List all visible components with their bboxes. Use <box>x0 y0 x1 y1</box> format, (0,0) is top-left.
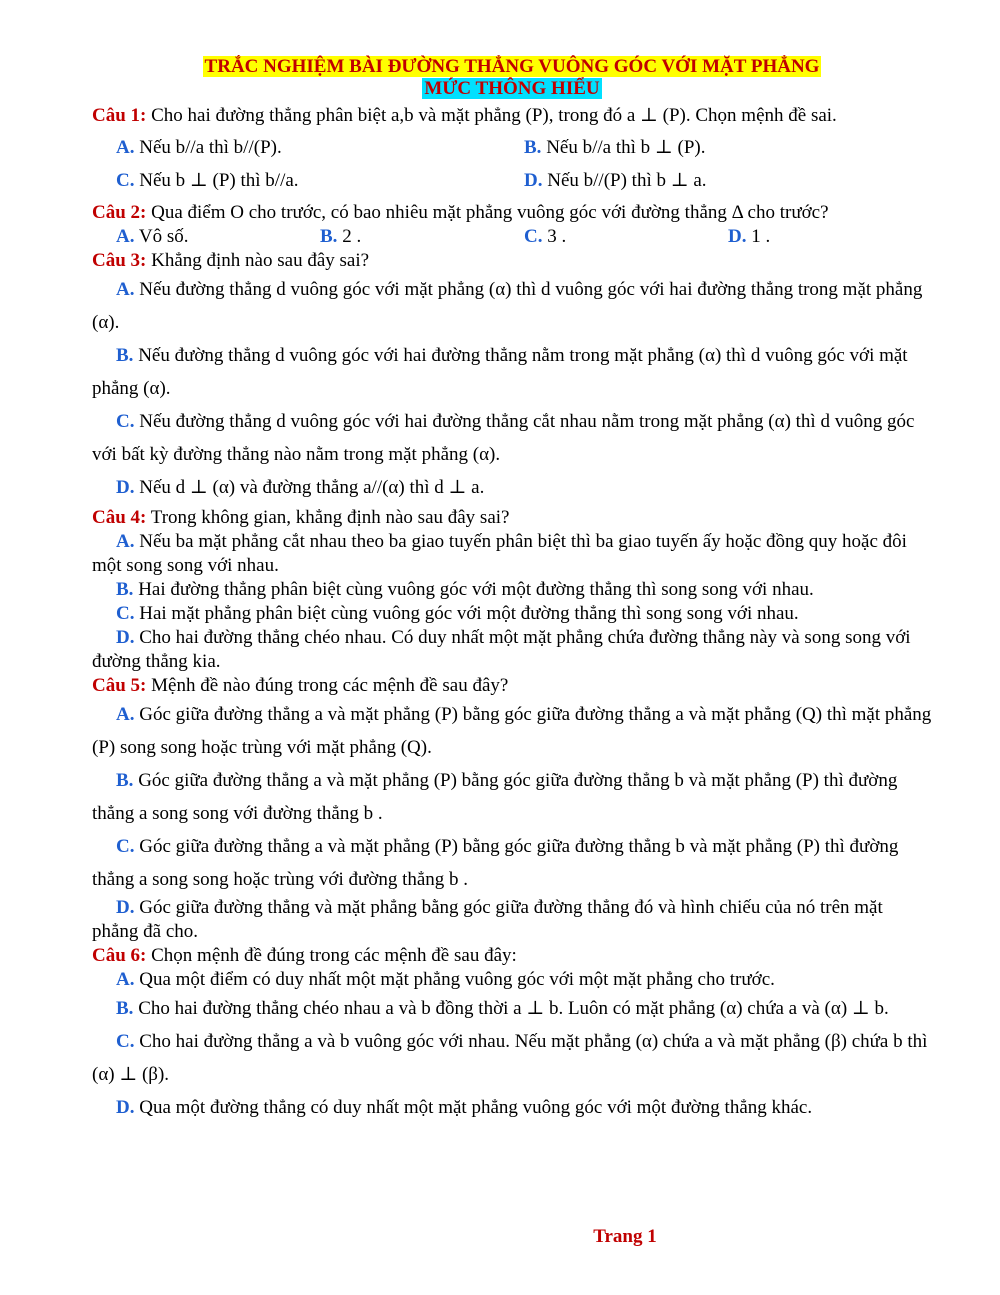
option-c: C. Hai mặt phẳng phân biệt cùng vuông góc với một đường thẳng thì song song với nhau. <box>116 603 799 624</box>
question-3: Câu 3: Khẳng định nào sau đây sai? <box>92 250 370 271</box>
option-a: A. Góc giữa đường thẳng a và mặt phẳng (P) bằng góc giữa đường thẳng a và mặt phẳng (Q) thì mặt phẳng (P) song song hoặc trùng với mặt phẳng (Q). <box>92 704 932 758</box>
option-c: C. Nếu đường thẳng d vuông góc với hai đường thẳng cắt nhau nằm trong mặt phẳng (α) thì d vuông góc với bất kỳ đường thẳng nào nằm trong mặt phẳng (α). <box>92 411 915 465</box>
page-number: Trang 1 <box>593 1226 657 1247</box>
option-b: B. Nếu b//a thì b ⊥ (P). <box>524 137 706 158</box>
title-line-1: TRẮC NGHIỆM BÀI ĐƯỜNG THẲNG VUÔNG GÓC VỚI MẶT PHẲNG <box>204 56 820 77</box>
option-c: C. Cho hai đường thẳng a và b vuông góc với nhau. Nếu mặt phẳng (α) chứa a và mặt phẳng (β) chứa b thì (α) ⊥ (β). <box>92 1031 928 1085</box>
option-b: B. Cho hai đường thẳng chéo nhau a và b đồng thời a ⊥ b. Luôn có mặt phẳng (α) chứa a và (α) ⊥ b. <box>116 998 889 1019</box>
option-c: C. 3 . <box>524 226 567 247</box>
question-1-options-cd <box>92 164 932 197</box>
question-stem: Qua điểm O cho trước, có bao nhiêu mặt phẳng vuông góc với đường thẳng Δ cho trước? <box>151 202 829 223</box>
title-line-2: MỨC THÔNG HIỂU <box>424 78 600 99</box>
option-b: B. Hai đường thẳng phân biệt cùng vuông góc với một đường thẳng thì song song với nhau. <box>116 579 814 600</box>
option-a: A. Nếu đường thẳng d vuông góc với mặt phẳng (α) thì d vuông góc với hai đường thẳng trong mặt phẳng (α). <box>92 279 923 333</box>
option-d: D. Nếu d ⊥ (α) và đường thẳng a//(α) thì d ⊥ a. <box>116 477 485 498</box>
option-a: A. Nếu b//a thì b//(P). <box>116 137 282 158</box>
document-title <box>92 56 932 100</box>
question-2-options <box>92 225 932 249</box>
question-stem: Khẳng định nào sau đây sai? <box>151 250 370 271</box>
question-stem: Trong không gian, khẳng định nào sau đây sai? <box>150 507 510 528</box>
document-page <box>92 56 932 1124</box>
option-a: A. Qua một điểm có duy nhất một mặt phẳng vuông góc với một mặt phẳng cho trước. <box>116 969 775 990</box>
option-b: B. Góc giữa đường thẳng a và mặt phẳng (P) bằng góc giữa đường thẳng b và mặt phẳng (P) thì đường thẳng a song song với đường thẳng b . <box>92 770 898 824</box>
option-d: D. Nếu b//(P) thì b ⊥ a. <box>524 170 707 191</box>
question-stem: Mệnh đề nào đúng trong các mệnh đề sau đây? <box>151 675 509 696</box>
option-d: D. Góc giữa đường thẳng và mặt phẳng bằng góc giữa đường thẳng đó và hình chiếu của nó trên mặt phẳng đã cho. <box>92 897 883 942</box>
question-1-options-ab <box>92 131 932 164</box>
option-b: B. 2 . <box>320 226 362 247</box>
option-c: C. Nếu b ⊥ (P) thì b//a. <box>116 170 299 191</box>
option-d: D. Qua một đường thẳng có duy nhất một mặt phẳng vuông góc với một đường thẳng khác. <box>116 1097 813 1118</box>
question-5: Câu 5: Mệnh đề nào đúng trong các mệnh đề sau đây? <box>92 675 509 696</box>
question-stem: Chọn mệnh đề đúng trong các mệnh đề sau đây: <box>151 945 517 966</box>
option-c: C. Góc giữa đường thẳng a và mặt phẳng (P) bằng góc giữa đường thẳng b và mặt phẳng (P) thì đường thẳng a song song hoặc trùng với đường thẳng b . <box>92 836 899 890</box>
question-4: Câu 4: Trong không gian, khẳng định nào sau đây sai? <box>92 507 510 528</box>
question-6: Câu 6: Chọn mệnh đề đúng trong các mệnh đề sau đây: <box>92 945 517 966</box>
option-a: A. Nếu ba mặt phẳng cắt nhau theo ba giao tuyến phân biệt thì ba giao tuyến ấy hoặc đồng quy hoặc đôi một song song với nhau. <box>92 531 907 576</box>
question-stem: Cho hai đường thẳng phân biệt a,b và mặt phẳng (P), trong đó a ⊥ (P). Chọn mệnh đề sai. <box>151 105 837 126</box>
question-1: Câu 1: Cho hai đường thẳng phân biệt a,b và mặt phẳng (P), trong đó a ⊥ (P). Chọn mệnh đề sai. <box>92 105 837 126</box>
option-a: A. Vô số. <box>116 226 189 247</box>
option-b: B. Nếu đường thẳng d vuông góc với hai đường thẳng nằm trong mặt phẳng (α) thì d vuông góc với mặt phẳng (α). <box>92 345 908 399</box>
question-2: Câu 2: Qua điểm O cho trước, có bao nhiêu mặt phẳng vuông góc với đường thẳng Δ cho trước? <box>92 202 829 223</box>
option-d: D. Cho hai đường thẳng chéo nhau. Có duy nhất một mặt phẳng chứa đường thẳng này và song song với đường thẳng kia. <box>92 627 911 672</box>
option-d: D. 1 . <box>728 226 771 247</box>
